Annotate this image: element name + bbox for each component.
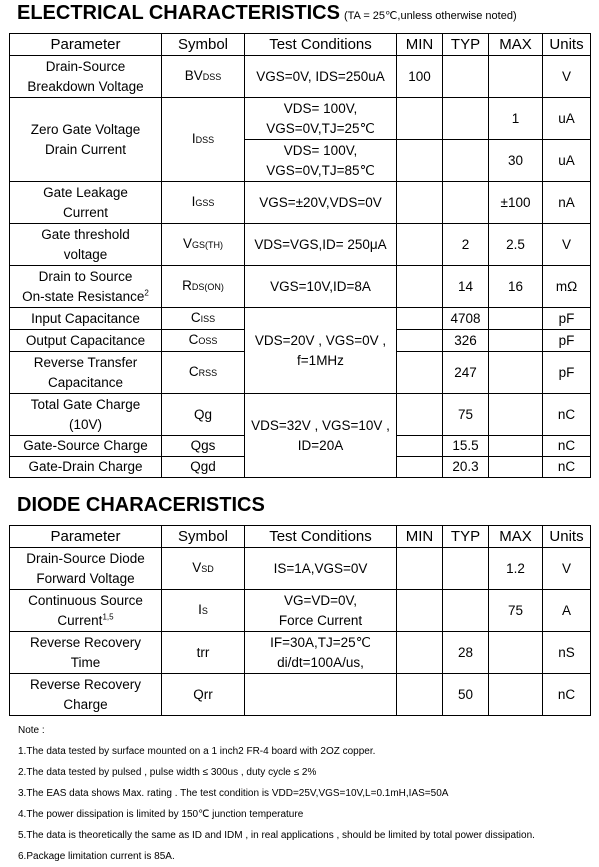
typ-cell xyxy=(443,548,489,590)
symbol-cell: CISS xyxy=(162,308,245,330)
parameter-cell: Drain-Source Diode Forward Voltage xyxy=(10,548,162,590)
note-item: 6.Package limitation current is 85A. xyxy=(18,851,175,862)
condition-cell: VDS=32V , VGS=10V , ID=20A xyxy=(245,394,397,478)
diode-title: DIODE CHARACERISTICS xyxy=(17,494,265,516)
unit-cell: uA xyxy=(543,98,591,140)
parameter-cell: Total Gate Charge (10V) xyxy=(10,394,162,436)
parameter-cell: Gate-Drain Charge xyxy=(10,457,162,478)
symbol-cell: COSS xyxy=(162,330,245,352)
max-cell xyxy=(489,330,543,352)
max-cell: 2.5 xyxy=(489,224,543,266)
header-test-conditions: Test Conditions xyxy=(245,34,397,56)
parameter-cell: Gate threshold voltage xyxy=(10,224,162,266)
typ-cell xyxy=(443,182,489,224)
unit-cell: nA xyxy=(543,182,591,224)
max-cell: 75 xyxy=(489,590,543,632)
typ-cell xyxy=(443,98,489,140)
header-symbol: Symbol xyxy=(162,526,245,548)
symbol-cell: RDS(ON) xyxy=(162,266,245,308)
typ-cell: 247 xyxy=(443,352,489,394)
header-units: Units xyxy=(543,34,591,56)
table-row xyxy=(10,56,591,98)
condition-cell: VDS= 100V, VGS=0V,TJ=25℃ xyxy=(245,98,397,140)
symbol-cell: Qgd xyxy=(162,457,245,478)
notes-section xyxy=(18,720,535,867)
max-cell xyxy=(489,436,543,457)
parameter-cell: Reverse Recovery Charge xyxy=(10,674,162,716)
unit-cell: V xyxy=(543,224,591,266)
table-row xyxy=(10,308,591,330)
symbol-cell: IGSS xyxy=(162,182,245,224)
diode-section-title xyxy=(17,494,265,517)
max-cell xyxy=(489,56,543,98)
notes-heading: Note : xyxy=(18,725,45,736)
min-cell xyxy=(397,224,443,266)
typ-cell: 20.3 xyxy=(443,457,489,478)
max-cell: 1 xyxy=(489,98,543,140)
typ-cell: 2 xyxy=(443,224,489,266)
min-cell: 100 xyxy=(397,56,443,98)
symbol-cell: trr xyxy=(162,632,245,674)
note-item: 1.The data tested by surface mounted on a 1 inch2 FR-4 board with 2OZ copper. xyxy=(18,746,376,757)
condition-cell: IF=30A,TJ=25℃ di/dt=100A/us, xyxy=(245,632,397,674)
table-row xyxy=(10,394,591,436)
unit-cell: uA xyxy=(543,140,591,182)
min-cell xyxy=(397,266,443,308)
symbol-cell: IDSS xyxy=(162,98,245,182)
max-cell: 1.2 xyxy=(489,548,543,590)
header-min: MIN xyxy=(397,34,443,56)
min-cell xyxy=(397,352,443,394)
max-cell xyxy=(489,394,543,436)
header-test-conditions: Test Conditions xyxy=(245,526,397,548)
table-row xyxy=(10,548,591,590)
min-cell xyxy=(397,308,443,330)
diode-table xyxy=(9,525,591,716)
table-header-row xyxy=(10,34,591,56)
typ-cell: 50 xyxy=(443,674,489,716)
electrical-table xyxy=(9,33,591,478)
table-row xyxy=(10,266,591,308)
min-cell xyxy=(397,674,443,716)
typ-cell: 4708 xyxy=(443,308,489,330)
symbol-cell: Qrr xyxy=(162,674,245,716)
symbol-cell: VGS(TH) xyxy=(162,224,245,266)
header-typ: TYP xyxy=(443,34,489,56)
condition-cell: IS=1A,VGS=0V xyxy=(245,548,397,590)
condition-cell: VDS=VGS,ID= 250μA xyxy=(245,224,397,266)
parameter-cell: Input Capacitance xyxy=(10,308,162,330)
parameter-cell: Reverse Transfer Capacitance xyxy=(10,352,162,394)
header-parameter: Parameter xyxy=(10,34,162,56)
min-cell xyxy=(397,632,443,674)
unit-cell: pF xyxy=(543,330,591,352)
condition-cell: VGS=0V, IDS=250uA xyxy=(245,56,397,98)
table-row xyxy=(10,674,591,716)
max-cell: 16 xyxy=(489,266,543,308)
condition-cell: VDS= 100V, VGS=0V,TJ=85℃ xyxy=(245,140,397,182)
parameter-cell: Output Capacitance xyxy=(10,330,162,352)
typ-cell xyxy=(443,56,489,98)
electrical-title: ELECTRICAL CHARACTERISTICS xyxy=(17,2,340,24)
parameter-cell: Drain-Source Breakdown Voltage xyxy=(10,56,162,98)
note-item: 5.The data is theoretically the same as ID and IDM , in real applications , should be limited by total power dissipation. xyxy=(18,830,535,841)
table-header-row xyxy=(10,526,591,548)
typ-cell: 28 xyxy=(443,632,489,674)
symbol-cell: Qgs xyxy=(162,436,245,457)
min-cell xyxy=(397,182,443,224)
unit-cell: pF xyxy=(543,352,591,394)
parameter-cell: Gate Leakage Current xyxy=(10,182,162,224)
unit-cell: mΩ xyxy=(543,266,591,308)
min-cell xyxy=(397,548,443,590)
header-typ: TYP xyxy=(443,526,489,548)
table-row xyxy=(10,632,591,674)
min-cell xyxy=(397,330,443,352)
typ-cell xyxy=(443,140,489,182)
parameter-cell: Reverse Recovery Time xyxy=(10,632,162,674)
note-item: 2.The data tested by pulsed , pulse width ≤ 300us , duty cycle ≤ 2% xyxy=(18,767,317,778)
max-cell: 30 xyxy=(489,140,543,182)
min-cell xyxy=(397,457,443,478)
electrical-section-title xyxy=(17,2,517,25)
typ-cell: 15.5 xyxy=(443,436,489,457)
condition-cell xyxy=(245,674,397,716)
max-cell xyxy=(489,308,543,330)
parameter-cell: Continuous Source Current$^{1,5}$ xyxy=(10,590,162,632)
table-row xyxy=(10,98,591,140)
min-cell xyxy=(397,590,443,632)
header-units: Units xyxy=(543,526,591,548)
max-cell xyxy=(489,352,543,394)
max-cell xyxy=(489,632,543,674)
unit-cell: nC xyxy=(543,457,591,478)
unit-cell: nC xyxy=(543,394,591,436)
min-cell xyxy=(397,394,443,436)
max-cell xyxy=(489,457,543,478)
table-row xyxy=(10,224,591,266)
unit-cell: nC xyxy=(543,674,591,716)
condition-cell: VGS=±20V,VDS=0V xyxy=(245,182,397,224)
unit-cell: nC xyxy=(543,436,591,457)
min-cell xyxy=(397,436,443,457)
symbol-cell: VSD xyxy=(162,548,245,590)
unit-cell: pF xyxy=(543,308,591,330)
electrical-condition: (TA = 25℃,unless otherwise noted) xyxy=(343,10,517,22)
header-symbol: Symbol xyxy=(162,34,245,56)
note-item: 4.The power dissipation is limited by 150℃ junction temperature xyxy=(18,809,304,820)
max-cell xyxy=(489,674,543,716)
min-cell xyxy=(397,140,443,182)
condition-cell: VGS=10V,ID=8A xyxy=(245,266,397,308)
symbol-cell: IS xyxy=(162,590,245,632)
header-parameter: Parameter xyxy=(10,526,162,548)
table-row xyxy=(10,590,591,632)
unit-cell: V xyxy=(543,548,591,590)
parameter-cell: Drain to Source On-state Resistance$^2$ xyxy=(10,266,162,308)
parameter-cell: Zero Gate Voltage Drain Current xyxy=(10,98,162,182)
symbol-cell: BVDSS xyxy=(162,56,245,98)
unit-cell: A xyxy=(543,590,591,632)
parameter-cell: Gate-Source Charge xyxy=(10,436,162,457)
symbol-cell: CRSS xyxy=(162,352,245,394)
condition-cell: VDS=20V , VGS=0V , f=1MHz xyxy=(245,308,397,394)
header-max: MAX xyxy=(489,526,543,548)
note-item: 3.The EAS data shows Max. rating . The test condition is VDD=25V,VGS=10V,L=0.1mH,IAS=50A xyxy=(18,788,449,799)
typ-cell: 14 xyxy=(443,266,489,308)
typ-cell xyxy=(443,590,489,632)
header-min: MIN xyxy=(397,526,443,548)
table-row xyxy=(10,182,591,224)
symbol-cell: Qg xyxy=(162,394,245,436)
unit-cell: nS xyxy=(543,632,591,674)
typ-cell: 75 xyxy=(443,394,489,436)
max-cell: ±100 xyxy=(489,182,543,224)
typ-cell: 326 xyxy=(443,330,489,352)
condition-cell: VG=VD=0V, Force Current xyxy=(245,590,397,632)
min-cell xyxy=(397,98,443,140)
unit-cell: V xyxy=(543,56,591,98)
header-max: MAX xyxy=(489,34,543,56)
